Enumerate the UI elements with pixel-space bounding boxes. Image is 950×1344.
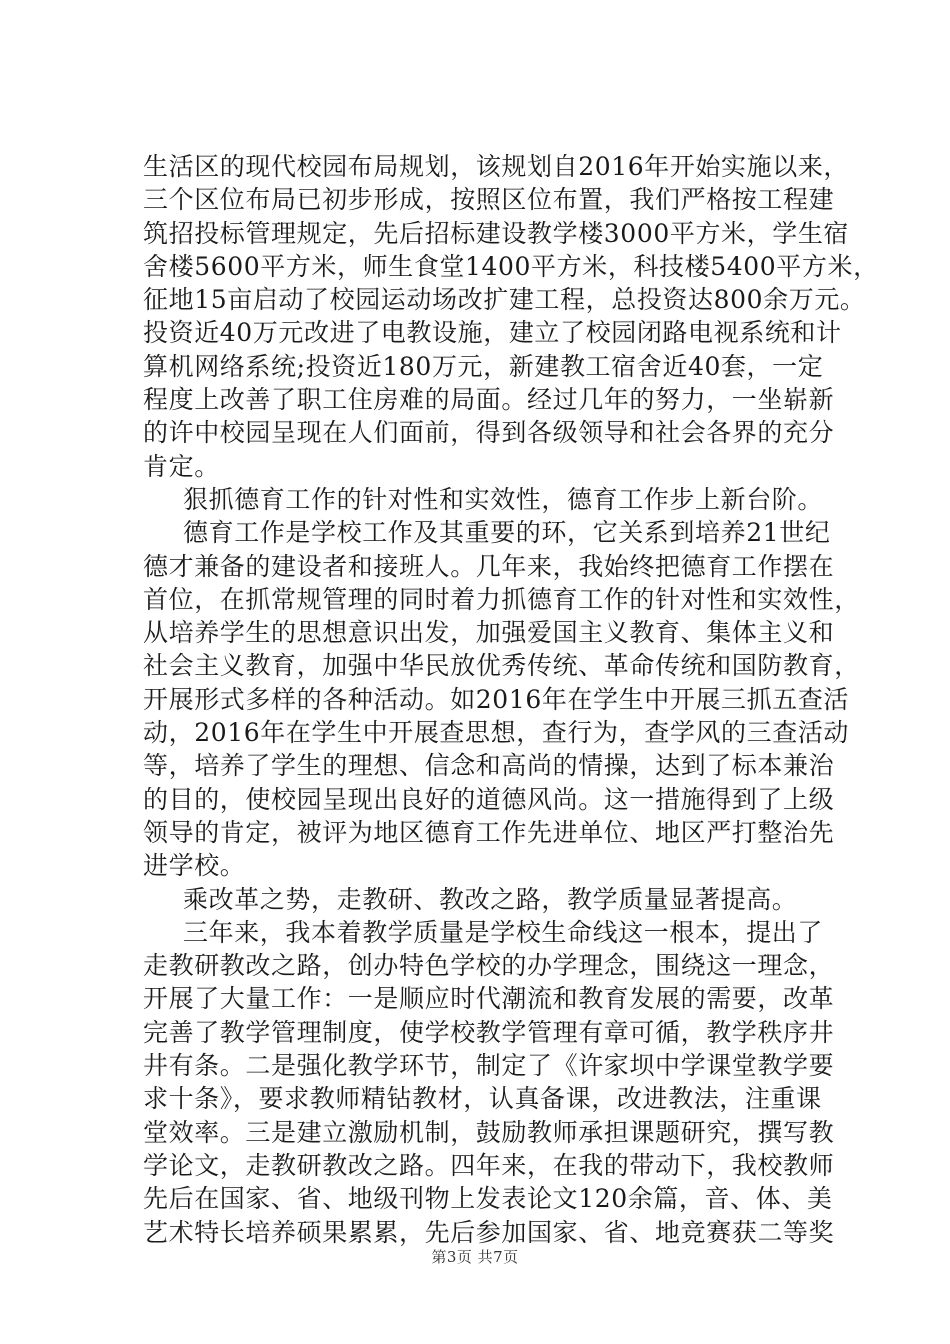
text-line: 算机网络系统;投资近180万元，新建教工宿舍近40套，一定 bbox=[143, 351, 824, 381]
text-line: 学论文，走教研教改之路。四年来，在我的带动下，我校教师 bbox=[143, 1150, 835, 1180]
text-line: 三个区位布局已初步形成，按照区位布置，我们严格按工程建 bbox=[143, 185, 835, 215]
text-line: 等，培养了学生的理想、信念和高尚的情操，达到了标本兼治 bbox=[143, 751, 835, 781]
text-line: 征地15亩启动了校园运动场改扩建工程，总投资达800余万元。 bbox=[143, 285, 866, 315]
text-line: 完善了教学管理制度，使学校教学管理有章可循，教学秩序井 bbox=[143, 1017, 835, 1047]
text-line: 投资近40万元改进了电教设施，建立了校园闭路电视系统和计 bbox=[143, 318, 842, 348]
text-line: 生活区的现代校园布局规划，该规划自2016年开始实施以来， bbox=[143, 152, 850, 181]
section-heading: 乘改革之势，走教研、教改之路，教学质量显著提高。 bbox=[183, 884, 798, 914]
text-line: 先后在国家、省、地级刊物上发表论文120余篇，音、体、美 bbox=[143, 1184, 833, 1214]
text-line: 开展形式多样的各种活动。如2016年在学生中开展三抓五查活 bbox=[143, 684, 850, 714]
text-line: 德育工作是学校工作及其重要的环，它关系到培养21世纪 bbox=[183, 518, 831, 548]
page-number: 第3页 共7页 bbox=[431, 1248, 519, 1266]
text-line: 程度上改善了职工住房难的局面。经过几年的努力，一坐崭新 bbox=[143, 385, 835, 415]
text-line: 德才兼备的建设者和接班人。几年来，我始终把德育工作摆在 bbox=[143, 551, 835, 581]
text-line: 筑招投标管理规定，先后招标建设教学楼3000平方米，学生宿 bbox=[143, 218, 850, 248]
text-line: 开展了大量工作：一是顺应时代潮流和教育发展的需要，改革 bbox=[143, 984, 835, 1014]
text-line: 三年来，我本着教学质量是学校生命线这一根本，提出了 bbox=[183, 917, 824, 947]
text-line: 艺术特长培养硕果累累，先后参加国家、省、地竞赛获二等奖 bbox=[143, 1217, 835, 1247]
text-line: 从培养学生的思想意识出发，加强爱国主义教育、集体主义和 bbox=[143, 618, 835, 648]
text-line: 的许中校园呈现在人们面前，得到各级领导和社会各界的充分 bbox=[143, 418, 835, 448]
text-line: 社会主义教育，加强中华民放优秀传统、革命传统和国防教育， bbox=[143, 651, 860, 681]
text-line: 首位，在抓常规管理的同时着力抓德育工作的针对性和实效性， bbox=[143, 584, 860, 614]
text-line: 领导的肯定，被评为地区德育工作先进单位、地区严打整治先 bbox=[143, 817, 835, 847]
text-line: 舍楼5600平方米，师生食堂1400平方米，科技楼5400平方米， bbox=[143, 251, 879, 281]
text-line: 求十条》，要求教师精钻教材，认真备课，改进教法，注重课 bbox=[143, 1084, 822, 1114]
text-line: 走教研教改之路，创办特色学校的办学理念，围绕这一理念， bbox=[143, 951, 835, 981]
document-body bbox=[143, 150, 879, 1249]
section-heading: 狠抓德育工作的针对性和实效性，德育工作步上新台阶。 bbox=[183, 484, 824, 514]
text-line: 堂效率。三是建立激励机制，鼓励教师承担课题研究，撰写教 bbox=[143, 1117, 835, 1147]
text-line: 进学校。 bbox=[143, 851, 246, 881]
text-line: 动，2016年在学生中开展查思想，查行为，查学风的三查活动 bbox=[143, 718, 850, 748]
page-footer bbox=[0, 1246, 950, 1267]
text-line: 井有条。二是强化教学环节，制定了《许家坝中学课堂教学要 bbox=[143, 1051, 835, 1081]
text-line: 肯定。 bbox=[143, 451, 220, 481]
text-line: 的目的，使校园呈现出良好的道德风尚。这一措施得到了上级 bbox=[143, 784, 835, 814]
